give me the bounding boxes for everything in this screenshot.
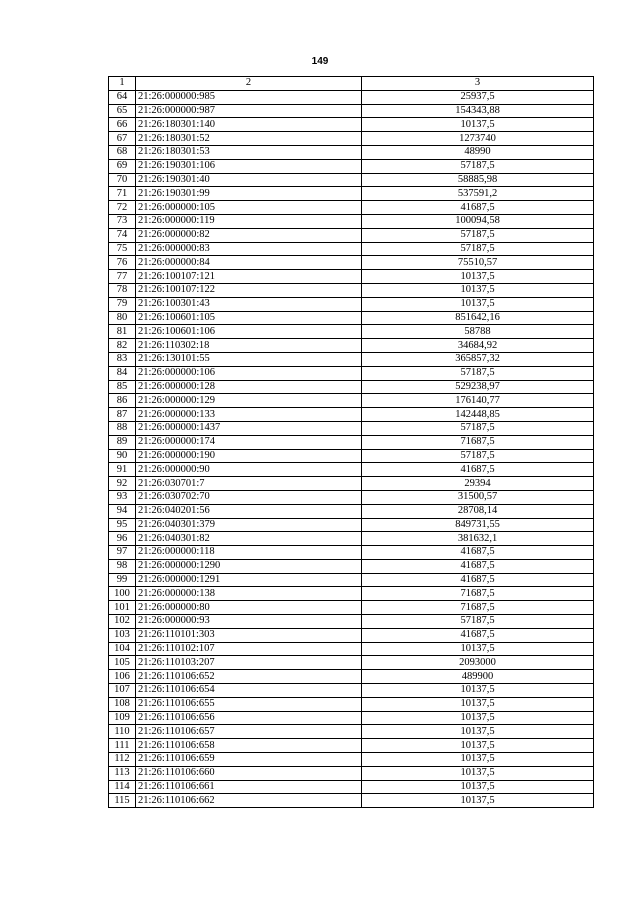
- row-number-cell: 82: [109, 339, 136, 353]
- row-number-cell: 68: [109, 145, 136, 159]
- table-row: [109, 504, 594, 518]
- row-number-cell: 102: [109, 615, 136, 629]
- row-number-cell: 93: [109, 490, 136, 504]
- table-row: [109, 711, 594, 725]
- table-row: [109, 256, 594, 270]
- value-cell: 71687,5: [362, 601, 594, 615]
- row-number-cell: 65: [109, 104, 136, 118]
- table-row: [109, 187, 594, 201]
- table-row: [109, 421, 594, 435]
- table-row: [109, 159, 594, 173]
- cadastral-number-cell: 21:26:190301:106: [136, 159, 362, 173]
- row-number-cell: 69: [109, 159, 136, 173]
- value-cell: 489900: [362, 670, 594, 684]
- value-cell: 10137,5: [362, 711, 594, 725]
- cadastral-number-cell: 21:26:000000:987: [136, 104, 362, 118]
- cadastral-number-cell: 21:26:000000:105: [136, 201, 362, 215]
- value-cell: 537591,2: [362, 187, 594, 201]
- table-row: [109, 753, 594, 767]
- value-cell: 10137,5: [362, 684, 594, 698]
- cadastral-number-cell: 21:26:110106:660: [136, 766, 362, 780]
- row-number-cell: 91: [109, 463, 136, 477]
- value-cell: 57187,5: [362, 421, 594, 435]
- row-number-cell: 98: [109, 559, 136, 573]
- row-number-cell: 86: [109, 394, 136, 408]
- table-row: [109, 311, 594, 325]
- table-row: [109, 435, 594, 449]
- row-number-cell: 105: [109, 656, 136, 670]
- table-row: [109, 559, 594, 573]
- row-number-cell: 104: [109, 642, 136, 656]
- header-col-1: 1: [109, 77, 136, 91]
- table-row: [109, 408, 594, 422]
- table-row: [109, 573, 594, 587]
- row-number-cell: 100: [109, 587, 136, 601]
- value-cell: 57187,5: [362, 242, 594, 256]
- table-row: [109, 615, 594, 629]
- cadastral-number-cell: 21:26:110103:207: [136, 656, 362, 670]
- row-number-cell: 114: [109, 780, 136, 794]
- value-cell: 71687,5: [362, 435, 594, 449]
- row-number-cell: 96: [109, 532, 136, 546]
- value-cell: 41687,5: [362, 628, 594, 642]
- table-row: [109, 366, 594, 380]
- row-number-cell: 74: [109, 228, 136, 242]
- value-cell: 10137,5: [362, 725, 594, 739]
- table-row: [109, 670, 594, 684]
- cadastral-number-cell: 21:26:000000:84: [136, 256, 362, 270]
- cadastral-number-cell: 21:26:110106:657: [136, 725, 362, 739]
- row-number-cell: 76: [109, 256, 136, 270]
- value-cell: 1273740: [362, 132, 594, 146]
- value-cell: 71687,5: [362, 587, 594, 601]
- value-cell: 25937,5: [362, 90, 594, 104]
- table-row: [109, 725, 594, 739]
- cadastral-number-cell: 21:26:180301:52: [136, 132, 362, 146]
- value-cell: 365857,32: [362, 352, 594, 366]
- table-row: [109, 228, 594, 242]
- cadastral-number-cell: 21:26:190301:99: [136, 187, 362, 201]
- cadastral-number-cell: 21:26:000000:129: [136, 394, 362, 408]
- cadastral-number-cell: 21:26:110106:652: [136, 670, 362, 684]
- cadastral-number-cell: 21:26:110106:658: [136, 739, 362, 753]
- row-number-cell: 94: [109, 504, 136, 518]
- value-cell: 381632,1: [362, 532, 594, 546]
- value-cell: 10137,5: [362, 283, 594, 297]
- cadastral-number-cell: 21:26:110102:107: [136, 642, 362, 656]
- table-row: [109, 490, 594, 504]
- row-number-cell: 115: [109, 794, 136, 808]
- page-number: 149: [311, 56, 329, 67]
- cadastral-number-cell: 21:26:000000:80: [136, 601, 362, 615]
- cadastral-number-cell: 21:26:110302:18: [136, 339, 362, 353]
- row-number-cell: 111: [109, 739, 136, 753]
- table-row: [109, 297, 594, 311]
- value-cell: 10137,5: [362, 118, 594, 132]
- value-cell: 10137,5: [362, 642, 594, 656]
- value-cell: 41687,5: [362, 463, 594, 477]
- value-cell: 10137,5: [362, 780, 594, 794]
- table-row: [109, 325, 594, 339]
- value-cell: 41687,5: [362, 546, 594, 560]
- row-number-cell: 75: [109, 242, 136, 256]
- cadastral-number-cell: 21:26:110106:654: [136, 684, 362, 698]
- cadastral-number-cell: 21:26:000000:985: [136, 90, 362, 104]
- cadastral-table: [108, 76, 594, 808]
- table-row: [109, 90, 594, 104]
- row-number-cell: 99: [109, 573, 136, 587]
- row-number-cell: 79: [109, 297, 136, 311]
- cadastral-number-cell: 21:26:040201:56: [136, 504, 362, 518]
- table-row: [109, 794, 594, 808]
- cadastral-number-cell: 21:26:000000:133: [136, 408, 362, 422]
- value-cell: 58788: [362, 325, 594, 339]
- value-cell: 10137,5: [362, 766, 594, 780]
- table-row: [109, 477, 594, 491]
- cadastral-number-cell: 21:26:000000:106: [136, 366, 362, 380]
- row-number-cell: 110: [109, 725, 136, 739]
- row-number-cell: 108: [109, 697, 136, 711]
- value-cell: 100094,58: [362, 214, 594, 228]
- value-cell: 29394: [362, 477, 594, 491]
- cadastral-number-cell: 21:26:000000:128: [136, 380, 362, 394]
- value-cell: 2093000: [362, 656, 594, 670]
- cadastral-number-cell: 21:26:000000:174: [136, 435, 362, 449]
- row-number-cell: 103: [109, 628, 136, 642]
- value-cell: 10137,5: [362, 739, 594, 753]
- cadastral-number-cell: 21:26:180301:53: [136, 145, 362, 159]
- table-row: [109, 766, 594, 780]
- table-row: [109, 283, 594, 297]
- header-col-2: 2: [136, 77, 362, 91]
- cadastral-number-cell: 21:26:000000:119: [136, 214, 362, 228]
- table-row: [109, 145, 594, 159]
- value-cell: 41687,5: [362, 559, 594, 573]
- value-cell: 176140,77: [362, 394, 594, 408]
- row-number-cell: 71: [109, 187, 136, 201]
- cadastral-number-cell: 21:26:000000:83: [136, 242, 362, 256]
- value-cell: 849731,55: [362, 518, 594, 532]
- value-cell: 28708,14: [362, 504, 594, 518]
- table-row: [109, 270, 594, 284]
- value-cell: 10137,5: [362, 794, 594, 808]
- row-number-cell: 106: [109, 670, 136, 684]
- row-number-cell: 88: [109, 421, 136, 435]
- table-row: [109, 642, 594, 656]
- value-cell: 57187,5: [362, 449, 594, 463]
- table-row: [109, 697, 594, 711]
- cadastral-number-cell: 21:26:040301:82: [136, 532, 362, 546]
- table-row: [109, 173, 594, 187]
- table-row: [109, 463, 594, 477]
- value-cell: 41687,5: [362, 573, 594, 587]
- value-cell: 57187,5: [362, 615, 594, 629]
- cadastral-number-cell: 21:26:000000:82: [136, 228, 362, 242]
- cadastral-number-cell: 21:26:180301:140: [136, 118, 362, 132]
- value-cell: 48990: [362, 145, 594, 159]
- row-number-cell: 109: [109, 711, 136, 725]
- value-cell: 10137,5: [362, 297, 594, 311]
- row-number-cell: 78: [109, 283, 136, 297]
- row-number-cell: 83: [109, 352, 136, 366]
- cadastral-number-cell: 21:26:030701:7: [136, 477, 362, 491]
- cadastral-number-cell: 21:26:000000:90: [136, 463, 362, 477]
- row-number-cell: 92: [109, 477, 136, 491]
- row-number-cell: 107: [109, 684, 136, 698]
- table-row: [109, 214, 594, 228]
- cadastral-number-cell: 21:26:100601:106: [136, 325, 362, 339]
- table-row: [109, 628, 594, 642]
- cadastral-number-cell: 21:26:100107:121: [136, 270, 362, 284]
- table-row: [109, 587, 594, 601]
- value-cell: 154343,88: [362, 104, 594, 118]
- row-number-cell: 77: [109, 270, 136, 284]
- row-number-cell: 87: [109, 408, 136, 422]
- row-number-cell: 80: [109, 311, 136, 325]
- cadastral-number-cell: 21:26:100601:105: [136, 311, 362, 325]
- value-cell: 34684,92: [362, 339, 594, 353]
- value-cell: 57187,5: [362, 228, 594, 242]
- table-row: [109, 546, 594, 560]
- cadastral-number-cell: 21:26:040301:379: [136, 518, 362, 532]
- header-col-3: 3: [362, 77, 594, 91]
- value-cell: 10137,5: [362, 697, 594, 711]
- row-number-cell: 72: [109, 201, 136, 215]
- value-cell: 529238,97: [362, 380, 594, 394]
- table-row: [109, 201, 594, 215]
- cadastral-number-cell: 21:26:190301:40: [136, 173, 362, 187]
- row-number-cell: 85: [109, 380, 136, 394]
- table-row: [109, 684, 594, 698]
- table-row: [109, 380, 594, 394]
- cadastral-number-cell: 21:26:000000:1291: [136, 573, 362, 587]
- cadastral-number-cell: 21:26:000000:1437: [136, 421, 362, 435]
- cadastral-number-cell: 21:26:000000:190: [136, 449, 362, 463]
- table-row: [109, 394, 594, 408]
- table-row: [109, 339, 594, 353]
- value-cell: 10137,5: [362, 270, 594, 284]
- value-cell: 142448,85: [362, 408, 594, 422]
- cadastral-number-cell: 21:26:000000:118: [136, 546, 362, 560]
- cadastral-number-cell: 21:26:130101:55: [136, 352, 362, 366]
- row-number-cell: 90: [109, 449, 136, 463]
- table-row: [109, 739, 594, 753]
- cadastral-number-cell: 21:26:000000:1290: [136, 559, 362, 573]
- cadastral-number-cell: 21:26:100107:122: [136, 283, 362, 297]
- value-cell: 31500,57: [362, 490, 594, 504]
- table-row: [109, 352, 594, 366]
- row-number-cell: 66: [109, 118, 136, 132]
- value-cell: 57187,5: [362, 366, 594, 380]
- value-cell: 10137,5: [362, 753, 594, 767]
- table-row: [109, 532, 594, 546]
- row-number-cell: 97: [109, 546, 136, 560]
- table-body: [109, 77, 594, 808]
- table-header-row: [109, 77, 594, 91]
- value-cell: 57187,5: [362, 159, 594, 173]
- row-number-cell: 113: [109, 766, 136, 780]
- value-cell: 75510,57: [362, 256, 594, 270]
- table-row: [109, 104, 594, 118]
- cadastral-number-cell: 21:26:100301:43: [136, 297, 362, 311]
- row-number-cell: 73: [109, 214, 136, 228]
- cadastral-number-cell: 21:26:110106:656: [136, 711, 362, 725]
- row-number-cell: 67: [109, 132, 136, 146]
- table-row: [109, 518, 594, 532]
- value-cell: 41687,5: [362, 201, 594, 215]
- table-row: [109, 132, 594, 146]
- table-row: [109, 449, 594, 463]
- row-number-cell: 112: [109, 753, 136, 767]
- row-number-cell: 81: [109, 325, 136, 339]
- row-number-cell: 64: [109, 90, 136, 104]
- table-row: [109, 242, 594, 256]
- cadastral-number-cell: 21:26:110106:659: [136, 753, 362, 767]
- cadastral-number-cell: 21:26:110106:655: [136, 697, 362, 711]
- cadastral-number-cell: 21:26:000000:138: [136, 587, 362, 601]
- row-number-cell: 89: [109, 435, 136, 449]
- row-number-cell: 84: [109, 366, 136, 380]
- cadastral-number-cell: 21:26:110101:303: [136, 628, 362, 642]
- row-number-cell: 101: [109, 601, 136, 615]
- value-cell: 851642,16: [362, 311, 594, 325]
- cadastral-number-cell: 21:26:030702:70: [136, 490, 362, 504]
- table-row: [109, 601, 594, 615]
- row-number-cell: 70: [109, 173, 136, 187]
- cadastral-number-cell: 21:26:110106:662: [136, 794, 362, 808]
- cadastral-number-cell: 21:26:000000:93: [136, 615, 362, 629]
- value-cell: 58885,98: [362, 173, 594, 187]
- cadastral-number-cell: 21:26:110106:661: [136, 780, 362, 794]
- row-number-cell: 95: [109, 518, 136, 532]
- table-row: [109, 780, 594, 794]
- table-row: [109, 118, 594, 132]
- table-row: [109, 656, 594, 670]
